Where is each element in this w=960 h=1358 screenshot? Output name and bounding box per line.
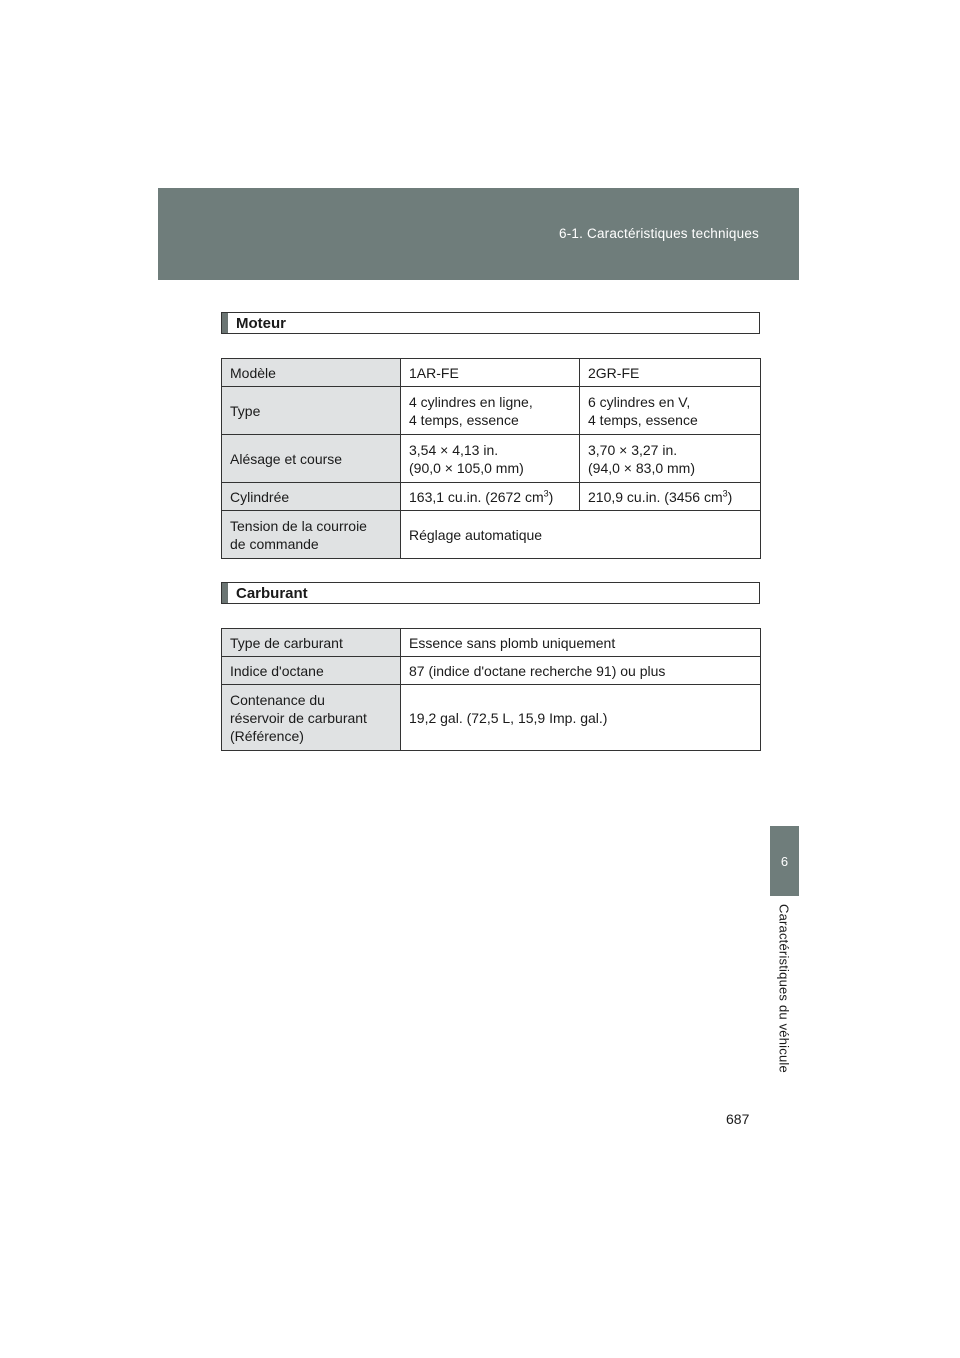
cell-value: 2GR-FE [580, 359, 761, 387]
row-label: Alésage et course [222, 435, 401, 483]
table-row [222, 359, 761, 387]
heading-marker [222, 313, 228, 333]
row-label: Type [222, 387, 401, 435]
table-row [222, 483, 761, 511]
row-label: Contenance du réservoir de carburant (Référence) [222, 685, 401, 751]
cell-value: 19,2 gal. (72,5 L, 15,9 Imp. gal.) [401, 685, 761, 751]
heading-text: Moteur [236, 314, 286, 332]
chapter-label: Caractéristiques du véhicule [776, 904, 792, 1073]
engine-spec-table [221, 358, 761, 559]
row-label: Modèle [222, 359, 401, 387]
section-title: 6-1. Caractéristiques techniques [558, 226, 759, 241]
table-row [222, 387, 761, 435]
cell-value: 3,70 × 3,27 in. (94,0 × 83,0 mm) [580, 435, 761, 483]
heading-text: Carburant [236, 584, 308, 602]
row-label: Indice d'octane [222, 657, 401, 685]
cell-value: Essence sans plomb uniquement [401, 629, 761, 657]
section-heading-carburant [221, 582, 760, 604]
cell-value: 163,1 cu.in. (2672 $cm^3$) [401, 483, 580, 511]
row-label: Tension de la courroie de commande [222, 511, 401, 559]
fuel-spec-table [221, 628, 761, 751]
page-number: 687 [726, 1111, 750, 1127]
cell-value: 3,54 × 4,13 in. (90,0 × 105,0 mm) [401, 435, 580, 483]
heading-marker [222, 583, 228, 603]
cell-value: Réglage automatique [401, 511, 761, 559]
table-row [222, 629, 761, 657]
table-row [222, 657, 761, 685]
table-row [222, 435, 761, 483]
header-band [158, 188, 799, 280]
row-label: Cylindrée [222, 483, 401, 511]
cell-value: 6 cylindres en V, 4 temps, essence [580, 387, 761, 435]
cell-value: 1AR-FE [401, 359, 580, 387]
cell-value: 4 cylindres en ligne, 4 temps, essence [401, 387, 580, 435]
table-row [222, 511, 761, 559]
chapter-number: 6 [780, 853, 789, 869]
chapter-tab [770, 826, 799, 896]
row-label: Type de carburant [222, 629, 401, 657]
cell-value: 210,9 cu.in. (3456 $cm^3$) [580, 483, 761, 511]
cell-value: 87 (indice d'octane recherche 91) ou plus [401, 657, 761, 685]
section-heading-moteur [221, 312, 760, 334]
table-row [222, 685, 761, 751]
